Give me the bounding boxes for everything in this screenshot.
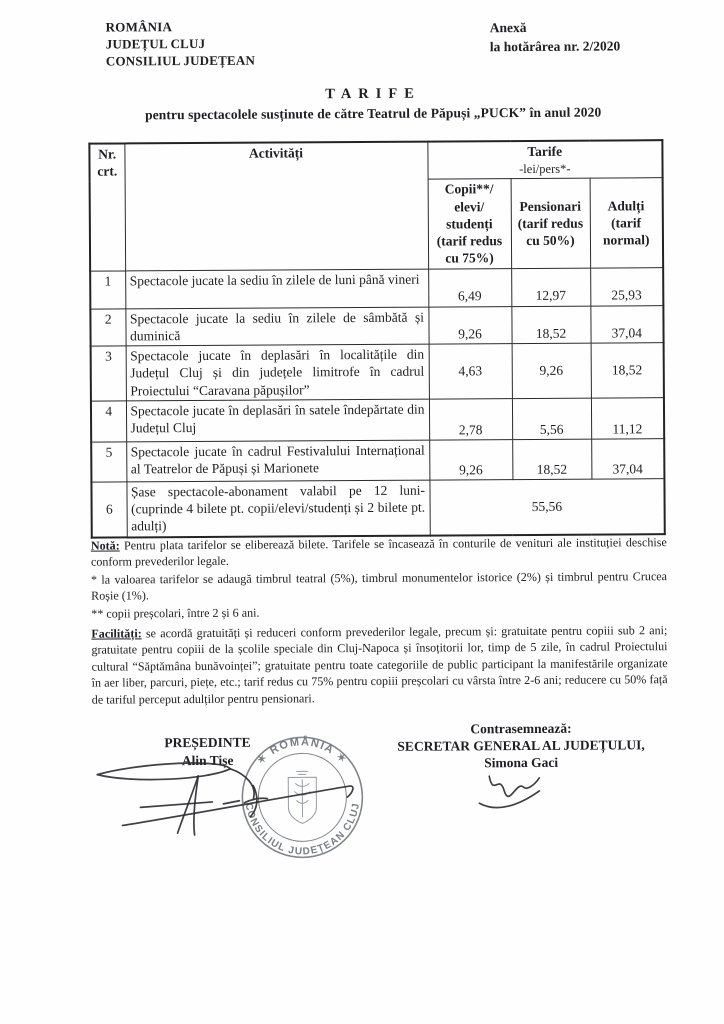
table-row bbox=[91, 398, 664, 442]
tariff-pensionari: 9,26 bbox=[512, 343, 591, 398]
tariff-pensionari: 18,52 bbox=[511, 306, 590, 344]
country-name: ROMÂNIA bbox=[105, 19, 173, 35]
tariff-adulti: 11,12 bbox=[591, 398, 664, 439]
tariff-copii: 4,63 bbox=[429, 344, 512, 399]
issuing-authority-block bbox=[106, 18, 255, 70]
star-note: * la valoarea tarifelor se adaugă timbrul teatral (5%), timbrul monumentelor istorice (2%) și timbrul pentru Crucea Roșie (1%). bbox=[90, 568, 668, 603]
tariff-adulti: 25,93 bbox=[590, 267, 663, 305]
row-number: 5 bbox=[91, 442, 126, 482]
annex-decision-reference: la hotărârea nr. 2/2020 bbox=[489, 38, 621, 55]
secretary-name: Simona Gaci bbox=[484, 754, 559, 771]
column-header-adulti: Adulți (tarif normal) bbox=[590, 178, 664, 268]
county-name: JUDEȚUL CLUJ bbox=[105, 35, 206, 52]
coat-of-arms bbox=[288, 771, 316, 823]
facilitati-label: Facilități: bbox=[91, 626, 142, 641]
double-star-note: ** copii preșcolari, între 2 și 6 ani. bbox=[91, 605, 260, 621]
column-header-tarife bbox=[427, 140, 662, 179]
tarife-unit-label: -lei/pers*- bbox=[519, 161, 571, 177]
annex-label: Anexă bbox=[489, 19, 527, 36]
secretary-signature-block bbox=[386, 719, 656, 772]
president-signature-stroke bbox=[177, 776, 198, 833]
nota-label: Notă: bbox=[90, 538, 120, 553]
column-header-activities: Activități bbox=[124, 142, 428, 271]
president-signature-stroke bbox=[223, 801, 239, 804]
tariff-copii: 9,26 bbox=[429, 440, 512, 481]
table-row bbox=[91, 343, 664, 401]
tariff-adulti: 37,04 bbox=[591, 439, 664, 479]
tariff-copii: 2,78 bbox=[429, 399, 512, 441]
secretary-signature-stroke bbox=[489, 776, 539, 797]
tariff-pensionari: 18,52 bbox=[512, 439, 591, 479]
secretary-title: SECRETAR GENERAL AL JUDEȚULUI, bbox=[397, 737, 645, 754]
row-number: 6 bbox=[91, 482, 126, 538]
column-header-copii: Copii**/ elevi/ studenți (tarif redus cu 75%) bbox=[428, 179, 512, 269]
nota-text: Pentru plata tarifelor se eliberează bilete. Tarifele se încasează în conturile de venituri ale instituției deschise conform prevederilor legale. bbox=[90, 535, 667, 570]
council-name: CONSILIUL JUDEȚEAN bbox=[105, 52, 256, 69]
tariff-merged-value: 55,56 bbox=[429, 479, 664, 536]
stamp-council-text: CONSILIUL JUDEȚEAN CLUJ bbox=[242, 801, 363, 858]
facilities-paragraph bbox=[91, 622, 667, 708]
table-row bbox=[90, 305, 663, 346]
column-header-nr: Nr. crt. bbox=[89, 143, 125, 270]
activity-cell: Spectacole jucate în deplasări în satele îndepărtate din Județul Cluj bbox=[126, 399, 429, 442]
tariff-adulti: 37,04 bbox=[590, 305, 663, 343]
row-number: 2 bbox=[90, 309, 125, 347]
tariff-pensionari: 5,56 bbox=[512, 398, 591, 439]
column-header-pensionari: Pensionari (tarif redus cu 50%) bbox=[511, 178, 591, 268]
official-round-stamp bbox=[238, 733, 367, 862]
president-name: Alin Tișe bbox=[181, 752, 234, 768]
notes-block bbox=[91, 534, 668, 709]
table-row bbox=[91, 479, 664, 538]
president-signature-stroke bbox=[194, 776, 199, 835]
tariff-pensionari: 12,97 bbox=[511, 268, 590, 306]
activity-cell: Spectacole jucate la sediu în zilele de sâmbătă și duminică bbox=[125, 307, 428, 346]
activity-cell: Spectacole jucate în cadrul Festivalului Internațional al Teatrelor de Păpuși și Marionete bbox=[126, 440, 429, 482]
tariff-copii: 9,26 bbox=[428, 306, 511, 344]
title-block bbox=[83, 84, 663, 124]
facilitati-text: se acordă gratuități și reduceri conform prevederilor legale, precum și: gratuitate pentru copiii sub 2 ani; gratuitate pentru copiii de la școlile speciale din Cluj-Napoca și însoțitorii lor, timp de 5 zile, în cadrul Proiectului cultural “Săptămâna bunăvoinței”; gratuitate pentru toate categoriile de public participant la manifestările organizate în aer liber, parcuri, piețe, etc.; tarif redus cu 75% pentru copiii preșcolari cu vârsta între 2-6 ani; reducere cu 50% față de tariful perceput adulților pentru pensionari. bbox=[91, 623, 668, 707]
page-subtitle: pentru spectacolele susținute de către Teatrul de Păpuși „PUCK” în anul 2020 bbox=[145, 104, 602, 123]
row-number: 4 bbox=[91, 401, 126, 442]
activity-cell: Spectacole jucate la sediu în zilele de luni până vineri bbox=[125, 269, 428, 309]
table-row bbox=[90, 267, 663, 308]
tariff-adulti: 18,52 bbox=[591, 343, 664, 398]
president-title: PREȘEDINTE bbox=[164, 734, 251, 751]
note-paragraph bbox=[91, 534, 667, 570]
tariff-copii: 6,49 bbox=[428, 268, 511, 307]
row-number: 3 bbox=[91, 346, 126, 401]
table-row bbox=[91, 439, 664, 482]
activity-cell: Spectacole jucate în deplasări în localitățile din Județul Cluj și din județele limitrofe în cadrul Proiectului “Caravana păpușilor” bbox=[126, 344, 429, 401]
page-title: TARIFE bbox=[325, 85, 421, 103]
president-signature-stroke bbox=[140, 802, 212, 807]
secretary-signature-stroke bbox=[479, 791, 539, 808]
tarife-label: Tarife bbox=[527, 143, 563, 159]
svg-text:✶ ROMÂNIA ✶ bbox=[255, 735, 350, 767]
activity-cell: Șase spectacole-abonament valabil pe 12 luni- (cuprinde 4 bilete pt. copii/elevi/studenți și 2 bilete pt. adulți) bbox=[126, 480, 429, 537]
countersign-label: Contrasemnează: bbox=[470, 720, 572, 737]
annex-reference-block bbox=[490, 17, 621, 56]
stamp-country-text: ✶ ROMÂNIA ✶ bbox=[254, 736, 350, 768]
tariff-table bbox=[88, 139, 665, 538]
row-number: 1 bbox=[90, 271, 125, 309]
